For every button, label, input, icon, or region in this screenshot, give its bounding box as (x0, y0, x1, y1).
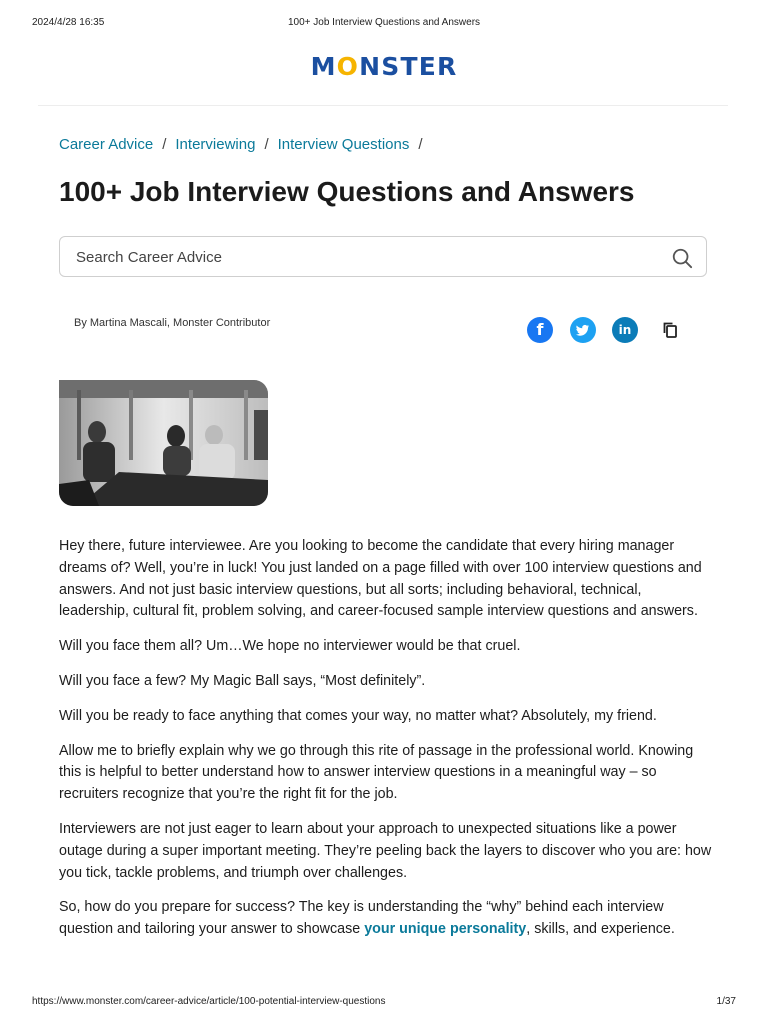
hero-image (59, 380, 268, 506)
header-divider (38, 105, 728, 106)
paragraph: Hey there, future interviewee. Are you looking to become the candidate that every hiring manager dreams of? Well, you’re in luck! You just landed on a page filled with over 100 interview questions and answers. And not just basic interview questions, but all sorts; including behavioral, technical, leadership, cultural fit, problem solving, and career-focused sample interview questions and answers. (59, 538, 702, 620)
twitter-icon[interactable] (570, 317, 596, 343)
print-doc-title: 100+ Job Interview Questions and Answers (287, 17, 481, 28)
logo-letter-o: O (336, 52, 360, 81)
linkedin-icon[interactable] (612, 317, 638, 343)
article-body (59, 536, 715, 954)
breadcrumb-separator: / (264, 136, 269, 153)
author-byline: By Martina Mascali, Monster Contributor (74, 317, 271, 329)
breadcrumb-interview-questions[interactable]: Interview Questions (277, 136, 410, 153)
copy-glyph (657, 317, 683, 343)
facebook-glyph: f (536, 320, 544, 339)
search-icon[interactable] (671, 247, 693, 269)
search-input[interactable] (74, 237, 638, 278)
logo-letters-nste: NSTE (359, 52, 437, 81)
page-title: 100+ Job Interview Questions and Answers (59, 176, 635, 207)
search-box (59, 236, 707, 277)
twitter-bird-icon (570, 317, 596, 343)
logo-letter-r: R (436, 52, 458, 81)
paragraph: Will you be ready to face anything that comes your way, no matter what? Absolutely, my friend. (59, 707, 657, 724)
breadcrumb-separator: / (418, 136, 423, 153)
paragraph: Will you face them all? Um…We hope no interviewer would be that cruel. (59, 638, 521, 655)
paragraph: Allow me to briefly explain why we go through this rite of passage in the professional world. Knowing this is helpful to better understand how to answer interview questions in a meaningful way – so recruiters recognize that you’re the right fit for the job. (59, 742, 694, 803)
monster-logo[interactable] (0, 52, 768, 81)
print-page-number: 1/37 (716, 996, 736, 1007)
logo-letter-m: M (310, 52, 337, 81)
print-url: https://www.monster.com/career-advice/article/100-potential-interview-questions (32, 996, 386, 1007)
print-header (0, 17, 768, 31)
copy-link-icon[interactable] (657, 317, 683, 343)
facebook-icon[interactable] (527, 317, 553, 343)
breadcrumb-interviewing[interactable]: Interviewing (175, 136, 256, 153)
breadcrumb-separator: / (162, 136, 167, 153)
print-footer (0, 996, 768, 1010)
paragraph-text: , skills, and experience. (526, 921, 675, 938)
paragraph: Interviewers are not just eager to learn about your approach to unexpected situations like a power outage during a super important meeting. They’re peeling back the layers to discover who you are: how you tick, tackle problems, and triumph over challenges. (59, 820, 712, 881)
linkedin-glyph: in (618, 323, 632, 337)
paragraph-text: So, how do you prepare for success? The key is understanding the “why” behind each interview question and tailoring your answer to showcase (59, 899, 664, 938)
office-meeting-photo (59, 380, 268, 506)
print-datetime: 2024/4/28 16:35 (32, 17, 105, 28)
breadcrumb (59, 136, 432, 156)
paragraph (59, 897, 715, 941)
breadcrumb-career-advice[interactable]: Career Advice (59, 136, 154, 153)
paragraph: Will you face a few? My Magic Ball says, “Most definitely”. (59, 672, 426, 689)
unique-personality-link[interactable]: your unique personality (364, 921, 527, 938)
